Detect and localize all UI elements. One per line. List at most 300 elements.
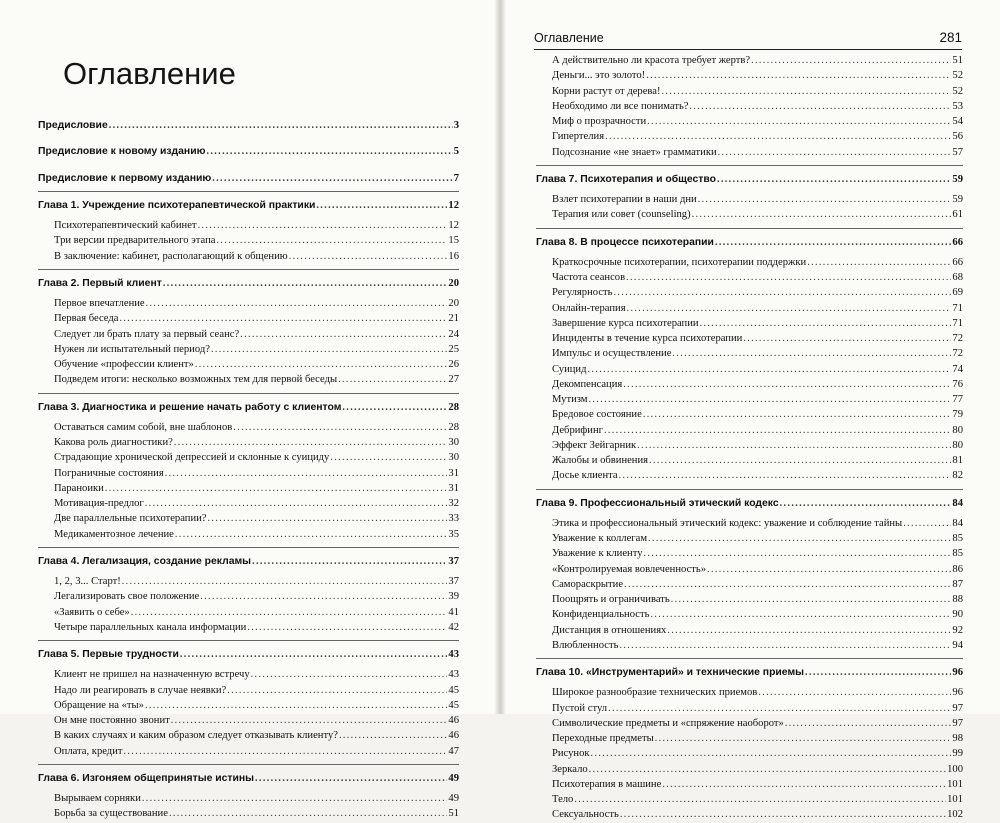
- dot-leader: [247, 620, 447, 635]
- toc-section-entry: [536, 270, 963, 285]
- entry-title: Глава 2. Первый клиент: [38, 277, 162, 289]
- entry-title: Мотивация-предлог: [54, 498, 144, 509]
- entry-page-number: 81: [952, 455, 963, 466]
- toc-section-entry: [536, 99, 963, 114]
- dot-leader: [662, 777, 946, 792]
- entry-page-number: 12: [448, 199, 459, 211]
- entry-title: Зеркало: [552, 763, 588, 775]
- entry-title: Страдающие хронической депрессией и склонные к суициду: [54, 452, 330, 464]
- toc-chapter-entry: [38, 144, 459, 159]
- entry-page-number: 42: [448, 621, 459, 633]
- entry-page-number: 28: [448, 421, 459, 433]
- entry-page-number: 54: [952, 116, 963, 127]
- toc-section-entry: [38, 466, 459, 481]
- dot-leader: [671, 592, 952, 607]
- entry-page-number: 59: [952, 194, 963, 205]
- toc-section-entry: [38, 605, 459, 620]
- dot-leader: [672, 346, 951, 361]
- entry-title: Эффект Зейгарник: [552, 439, 637, 451]
- dot-leader: [316, 198, 447, 213]
- dot-leader: [644, 546, 952, 561]
- dot-leader: [255, 771, 447, 786]
- toc-section-entry: [536, 716, 963, 731]
- entry-page-number: 51: [448, 808, 459, 820]
- entry-title: Следует ли брать плату за первый сеанс?: [54, 328, 240, 340]
- toc-section-entry: [536, 792, 963, 807]
- dot-leader: [105, 481, 448, 496]
- page-title: Оглавление: [63, 56, 236, 91]
- entry-title: Влюбленность: [552, 639, 619, 651]
- toc-section-entry: [536, 746, 963, 761]
- dot-leader: [174, 435, 448, 450]
- dot-leader: [252, 554, 447, 569]
- entry-page-number: 49: [448, 772, 459, 784]
- entry-page-number: 12: [448, 220, 459, 231]
- entry-page-number: 69: [952, 287, 963, 299]
- dot-leader: [589, 392, 952, 407]
- entry-page-number: 32: [448, 498, 459, 509]
- entry-page-number: 43: [448, 669, 459, 681]
- entry-page-number: 25: [448, 343, 459, 355]
- toc-section-entry: [536, 301, 963, 316]
- entry-title: Суицид: [552, 363, 587, 375]
- dot-leader: [707, 562, 951, 577]
- entry-page-number: 21: [448, 313, 459, 325]
- dot-leader: [619, 638, 951, 653]
- running-head: [534, 30, 962, 50]
- entry-page-number: 101: [947, 778, 963, 790]
- toc-section-entry: [536, 623, 963, 638]
- entry-title: Дебрифинг: [552, 424, 603, 436]
- entry-page-number: 102: [947, 809, 963, 821]
- entry-title: Предисловие: [38, 120, 108, 131]
- dot-leader: [626, 270, 951, 285]
- toc-section-entry: [38, 481, 459, 496]
- entry-page-number: 39: [448, 591, 459, 603]
- toc-section-entry: [536, 546, 963, 561]
- toc-section-entry: [536, 145, 963, 160]
- toc-section-entry: [38, 806, 459, 821]
- toc-section-entry: [536, 129, 963, 144]
- dot-leader: [655, 731, 952, 746]
- dot-leader: [751, 53, 951, 68]
- entry-title: Легализировать свое положение: [54, 591, 200, 603]
- entry-page-number: 77: [952, 394, 963, 405]
- entry-title: Он мне постоянно звонит: [54, 715, 170, 726]
- entry-page-number: 101: [947, 794, 963, 805]
- entry-page-number: 76: [952, 378, 963, 390]
- toc-section-entry: [536, 453, 963, 468]
- entry-title: Психотерапевтический кабинет: [54, 220, 197, 231]
- entry-title: Три версии предварительного этапа: [54, 235, 216, 247]
- toc-section-entry: [536, 316, 963, 331]
- dot-leader: [227, 683, 447, 698]
- dot-leader: [689, 99, 951, 114]
- entry-page-number: 84: [952, 497, 963, 509]
- entry-title: Предисловие к новому изданию: [38, 146, 206, 158]
- dot-leader: [743, 331, 951, 346]
- entry-page-number: 85: [952, 533, 963, 544]
- toc-section-entry: [536, 531, 963, 546]
- dot-leader: [574, 792, 946, 807]
- entry-page-number: 85: [952, 548, 963, 560]
- toc-section-entry: [536, 685, 963, 700]
- toc-section-entry: [38, 420, 459, 435]
- entry-page-number: 20: [448, 277, 459, 289]
- dot-leader: [758, 685, 951, 700]
- entry-title: Импульс и осуществление: [552, 348, 672, 360]
- entry-page-number: 30: [448, 437, 459, 448]
- toc-section-entry: [536, 68, 963, 83]
- dot-leader: [142, 791, 448, 806]
- entry-title: Обучение «профессии клиент»: [54, 359, 194, 370]
- entry-title: Глава 7. Психотерапия и общество: [536, 173, 716, 185]
- dot-leader: [692, 207, 952, 222]
- entry-title: Корни растут от дерева!: [552, 85, 661, 97]
- entry-title: Символические предметы и «спряжение наоборот»: [552, 717, 784, 729]
- toc-chapter-entry: [38, 647, 459, 662]
- entry-title: Декомпенсация: [552, 378, 623, 390]
- entry-title: Оплата, кредит: [54, 745, 123, 757]
- entry-title: Пустой стул: [552, 702, 608, 714]
- toc-section-entry: [536, 377, 963, 392]
- entry-title: Взлет психотерапии в наши дни: [552, 194, 697, 205]
- dot-leader: [216, 233, 447, 248]
- dot-leader: [667, 623, 951, 638]
- dot-leader: [339, 728, 447, 743]
- entry-page-number: 51: [952, 55, 963, 66]
- dot-leader: [648, 531, 951, 546]
- entry-page-number: 52: [952, 85, 963, 97]
- dot-leader: [637, 438, 951, 453]
- toc-section-entry: [38, 218, 459, 233]
- entry-page-number: 84: [952, 517, 963, 529]
- toc-section-entry: [536, 777, 963, 792]
- toc-section-entry: [38, 372, 459, 387]
- entry-page-number: 3: [453, 120, 459, 131]
- dot-leader: [715, 235, 951, 250]
- entry-page-number: 43: [448, 649, 459, 660]
- toc-section-entry: [536, 468, 963, 483]
- toc-section-entry: [38, 296, 459, 311]
- entry-page-number: 30: [448, 452, 459, 464]
- toc-section-entry: [38, 527, 459, 542]
- toc-section-entry: [38, 249, 459, 264]
- entry-title: Уважение к коллегам: [552, 533, 648, 544]
- entry-page-number: 35: [448, 528, 459, 540]
- entry-title: Психотерапия в машине: [552, 778, 662, 790]
- entry-page-number: 31: [448, 467, 459, 479]
- toc-section-entry: [536, 114, 963, 129]
- toc-section-entry: [536, 285, 963, 300]
- toc-section-entry: [536, 577, 963, 592]
- dot-leader: [649, 453, 951, 468]
- dot-leader: [145, 496, 448, 511]
- entry-title: Первое впечатление: [54, 298, 145, 309]
- dot-leader: [212, 171, 452, 186]
- running-title: Оглавление: [534, 31, 604, 45]
- toc-section-entry: [38, 311, 459, 326]
- entry-page-number: 79: [952, 409, 963, 421]
- entry-title: Клиент не пришел на назначенную встречу: [54, 669, 250, 681]
- entry-title: Широкое разнообразие технических приемов: [552, 687, 758, 699]
- entry-title: В каких случаях и каким образом следует отказывать клиенту?: [54, 730, 338, 742]
- entry-title: Вырываем сорняки: [54, 793, 141, 804]
- entry-title: Уважение к клиенту: [552, 548, 643, 560]
- book-gutter: [494, 0, 506, 714]
- entry-page-number: 7: [453, 172, 459, 184]
- entry-title: Бредовое состояние: [552, 409, 642, 421]
- entry-title: Глава 4. Легализация, создание рекламы: [38, 555, 252, 567]
- entry-title: Глава 1. Учреждение психотерапевтической практики: [38, 199, 316, 211]
- entry-page-number: 97: [952, 717, 963, 729]
- entry-page-number: 82: [952, 470, 963, 482]
- dot-leader: [591, 746, 952, 761]
- entry-title: Первая беседа: [54, 313, 119, 325]
- dot-leader: [233, 420, 447, 435]
- right-toc-list: [536, 53, 963, 823]
- dot-leader: [146, 296, 448, 311]
- dot-leader: [195, 357, 448, 372]
- left-toc-list: [38, 118, 459, 822]
- entry-title: Мутизм: [552, 394, 588, 405]
- dot-leader: [169, 806, 447, 821]
- entry-page-number: 98: [952, 733, 963, 744]
- toc-section-entry: [38, 620, 459, 635]
- dot-leader: [718, 145, 952, 160]
- page-number: 281: [939, 30, 962, 45]
- dot-leader: [211, 342, 447, 357]
- entry-page-number: 37: [448, 555, 459, 567]
- dot-leader: [289, 249, 448, 264]
- dot-leader: [605, 129, 951, 144]
- entry-page-number: 80: [952, 439, 963, 451]
- entry-title: Предисловие к первому изданию: [38, 172, 212, 184]
- entry-title: Терапия или совет (counseling): [552, 209, 691, 221]
- dot-leader: [165, 466, 448, 481]
- entry-page-number: 94: [952, 639, 963, 651]
- entry-page-number: 46: [448, 730, 459, 742]
- dot-leader: [608, 701, 951, 716]
- dot-leader: [342, 400, 447, 415]
- entry-title: Подсознание «не знает» грамматики: [552, 146, 717, 158]
- entry-title: Обращение на «ты»: [54, 699, 144, 711]
- dot-leader: [604, 423, 951, 438]
- entry-page-number: 56: [952, 131, 963, 143]
- entry-title: Какова роль диагностики?: [54, 437, 173, 448]
- dot-leader: [620, 807, 946, 822]
- entry-page-number: 28: [448, 401, 459, 413]
- entry-page-number: 96: [952, 687, 963, 699]
- dot-leader: [903, 516, 951, 531]
- entry-page-number: 52: [952, 70, 963, 82]
- dot-leader: [119, 311, 447, 326]
- entry-title: Две параллельные психотерапии?: [54, 513, 207, 525]
- dot-leader: [330, 450, 447, 465]
- toc-section-entry: [38, 435, 459, 450]
- entry-page-number: 71: [952, 302, 963, 314]
- toc-section-entry: [536, 255, 963, 270]
- entry-title: Тело: [552, 794, 574, 805]
- entry-title: Борьба за существование: [54, 808, 168, 820]
- entry-page-number: 33: [448, 513, 459, 525]
- entry-page-number: 80: [952, 424, 963, 436]
- dot-leader: [208, 511, 448, 526]
- toc-section-entry: [38, 511, 459, 526]
- toc-section-entry: [536, 807, 963, 822]
- dot-leader: [650, 607, 951, 622]
- toc-section-entry: [536, 607, 963, 622]
- toc-section-entry: [536, 53, 963, 68]
- entry-title: Инциденты в течение курса психотерапии: [552, 333, 743, 344]
- dot-leader: [109, 118, 453, 133]
- dot-leader: [163, 276, 448, 291]
- entry-title: В заключение: кабинет, располагающий к общению: [54, 250, 288, 262]
- dot-leader: [785, 716, 952, 731]
- entry-title: Параноики: [54, 482, 104, 494]
- toc-chapter-entry: [38, 171, 459, 186]
- entry-title: Этика и профессиональный этический кодекс: уважение и соблюдение тайны: [552, 517, 903, 529]
- entry-title: Необходимо ли все понимать?: [552, 100, 689, 112]
- dot-leader: [647, 114, 951, 129]
- entry-title: Завершение курса психотерапии: [552, 317, 699, 329]
- dot-leader: [698, 192, 952, 207]
- entry-page-number: 41: [448, 606, 459, 618]
- entry-title: Надо ли реагировать в случае неявки?: [54, 684, 227, 696]
- entry-title: Жалобы и обвинения: [552, 455, 649, 466]
- toc-section-entry: [536, 192, 963, 207]
- toc-section-entry: [38, 496, 459, 511]
- toc-section-entry: [536, 701, 963, 716]
- toc-section-entry: [38, 574, 459, 589]
- entry-title: Глава 6. Изгоняем общепринятые истины: [38, 772, 255, 784]
- entry-title: Подведем итоги: несколько возможных тем для первой беседы: [54, 374, 338, 386]
- entry-page-number: 47: [448, 745, 459, 757]
- dot-leader: [122, 574, 448, 589]
- toc-chapter-entry: [536, 665, 963, 680]
- entry-title: Глава 3. Диагностика и решение начать работу с клиентом: [38, 401, 342, 413]
- entry-title: «Заявить о себе»: [54, 606, 130, 618]
- dot-leader: [338, 372, 447, 387]
- dot-leader: [145, 698, 447, 713]
- entry-title: Регулярность: [552, 287, 613, 299]
- dot-leader: [624, 577, 951, 592]
- toc-section-entry: [536, 562, 963, 577]
- toc-chapter-entry: [38, 276, 459, 291]
- dot-leader: [627, 301, 952, 316]
- entry-title: Оставаться самим собой, вне шаблонов: [54, 421, 233, 433]
- entry-page-number: 92: [952, 624, 963, 636]
- entry-page-number: 68: [952, 272, 963, 283]
- entry-title: Рисунок: [552, 748, 590, 760]
- dot-leader: [613, 285, 951, 300]
- entry-page-number: 66: [952, 256, 963, 268]
- entry-title: Глава 5. Первые трудности: [38, 649, 179, 660]
- toc-chapter-entry: [536, 235, 963, 250]
- entry-page-number: 99: [952, 748, 963, 760]
- entry-page-number: 97: [952, 702, 963, 714]
- toc-section-entry: [536, 392, 963, 407]
- entry-page-number: 5: [453, 146, 459, 158]
- entry-page-number: 27: [448, 374, 459, 386]
- entry-page-number: 86: [952, 563, 963, 575]
- dot-leader: [807, 255, 951, 270]
- entry-title: Медикаментозное лечение: [54, 528, 174, 540]
- entry-page-number: 46: [448, 715, 459, 726]
- entry-title: Четыре параллельных канала информации: [54, 621, 247, 633]
- toc-section-entry: [38, 589, 459, 604]
- dot-leader: [251, 667, 448, 682]
- toc-section-entry: [536, 592, 963, 607]
- entry-title: Пограничные состояния: [54, 467, 164, 479]
- entry-page-number: 71: [952, 317, 963, 329]
- toc-section-entry: [536, 362, 963, 377]
- toc-section-entry: [38, 744, 459, 759]
- dot-leader: [623, 377, 951, 392]
- toc-chapter-entry: [38, 554, 459, 569]
- dot-leader: [780, 496, 952, 511]
- toc-section-entry: [38, 791, 459, 806]
- entry-title: Краткосрочные психотерапии, психотерапии поддержки: [552, 256, 807, 268]
- entry-title: Глава 9. Профессиональный этический кодекс: [536, 497, 779, 509]
- toc-section-entry: [536, 84, 963, 99]
- entry-page-number: 53: [952, 100, 963, 112]
- entry-page-number: 66: [952, 236, 963, 248]
- dot-leader: [200, 589, 447, 604]
- entry-page-number: 72: [952, 348, 963, 360]
- entry-page-number: 24: [448, 328, 459, 340]
- toc-section-entry: [38, 450, 459, 465]
- entry-page-number: 20: [448, 298, 459, 309]
- entry-title: Глава 8. В процессе психотерапии: [536, 236, 714, 248]
- entry-title: Миф о прозрачности: [552, 116, 647, 127]
- entry-title: «Контролируемая вовлеченность»: [552, 563, 707, 575]
- toc-section-entry: [38, 667, 459, 682]
- dot-leader: [662, 84, 952, 99]
- dot-leader: [717, 172, 951, 187]
- toc-section-entry: [38, 728, 459, 743]
- toc-chapter-entry: [38, 771, 459, 786]
- toc-chapter-entry: [536, 496, 963, 511]
- entry-title: А действительно ли красота требует жертв?: [552, 55, 751, 66]
- dot-leader: [700, 316, 952, 331]
- toc-section-entry: [38, 342, 459, 357]
- toc-section-entry: [536, 346, 963, 361]
- dot-leader: [588, 362, 952, 377]
- toc-section-entry: [536, 423, 963, 438]
- entry-page-number: 26: [448, 359, 459, 370]
- entry-page-number: 45: [448, 699, 459, 711]
- dot-leader: [646, 68, 951, 83]
- entry-title: 1, 2, 3... Старт!: [54, 576, 121, 587]
- entry-title: Самораскрытие: [552, 578, 624, 590]
- entry-title: Переходные предметы: [552, 733, 654, 744]
- toc-section-entry: [38, 713, 459, 728]
- dot-leader: [805, 665, 951, 680]
- entry-page-number: 31: [448, 482, 459, 494]
- toc-section-entry: [536, 407, 963, 422]
- entry-title: Дистанция в отношениях: [552, 624, 667, 636]
- dot-leader: [240, 327, 447, 342]
- entry-title: Онлайн-терапия: [552, 302, 626, 314]
- entry-title: Сексуальность: [552, 809, 619, 821]
- entry-page-number: 49: [448, 793, 459, 804]
- entry-page-number: 87: [952, 578, 963, 590]
- entry-page-number: 100: [947, 763, 963, 775]
- toc-section-entry: [536, 516, 963, 531]
- toc-section-entry: [536, 331, 963, 346]
- entry-title: Поощрять и ограничивать: [552, 594, 670, 605]
